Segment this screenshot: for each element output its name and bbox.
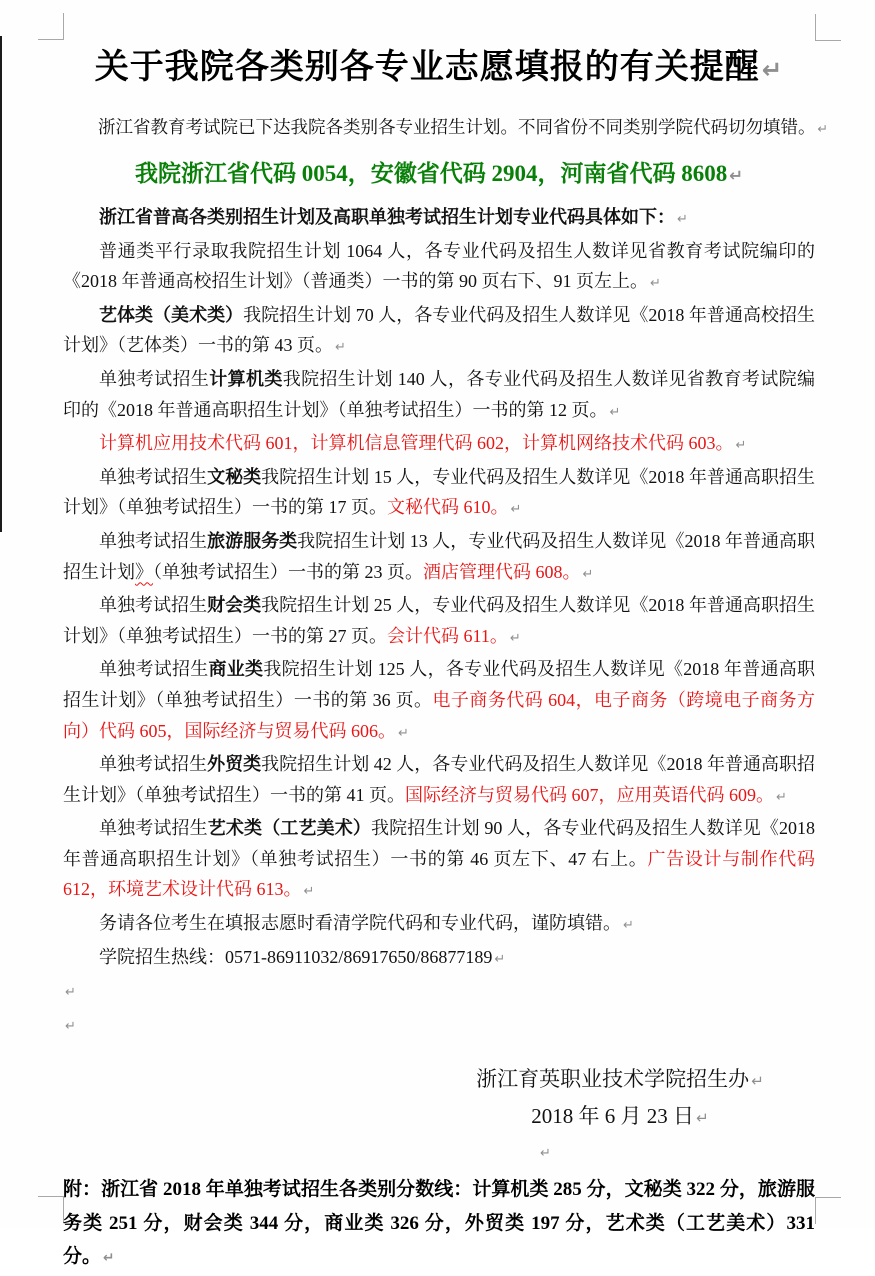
- paragraph-mark-icon: ↵: [729, 166, 744, 185]
- body-paragraphs: [63, 202, 815, 975]
- paragraph: [63, 908, 815, 942]
- signature-org: 浙江育英职业技术学院招生办: [476, 1067, 750, 1092]
- text-run: 我院招生计划 125 人，各专业代码及招生人数详见《2018 年普通高职招生计划》（单独考试招生）一书的第 36 页。: [63, 659, 816, 710]
- text-run: 商业类: [208, 659, 264, 680]
- paragraph-mark-icon: ↵: [582, 566, 594, 582]
- text-run: 单独考试招生: [99, 595, 208, 616]
- text-run: 单独考试招生: [99, 818, 208, 839]
- text-run: （单独考试招生）一书的第 23 页。: [153, 561, 423, 582]
- text-run: 文秘类: [207, 466, 262, 487]
- paragraph-mark-icon: ↵: [776, 789, 787, 805]
- text-run: 单独考试招生: [99, 659, 209, 680]
- text-run: 单独考试招生: [99, 466, 208, 487]
- text-run: 务请各位考生在填报志愿时看清学院代码和专业代码，谨防填错。: [99, 913, 621, 934]
- paragraph: [63, 364, 815, 428]
- signature-date: 2018 年 6 月 23 日: [531, 1104, 695, 1129]
- text-run: 》: [135, 561, 153, 582]
- paragraph: [63, 590, 815, 654]
- paragraph: [63, 300, 815, 364]
- paragraph-mark-icon: ↵: [540, 1146, 551, 1162]
- paragraph-mark-icon: ↵: [303, 884, 315, 900]
- paragraph: [63, 813, 815, 908]
- scan-artifact-line: [0, 36, 2, 532]
- text-run: 单独考试招生: [99, 530, 208, 551]
- appendix-text: 附：浙江省 2018 年单独考试招生各类别分数线：计算机类 285 分，文秘类 322 分，旅游服务类 251 分，财会类 344 分，商业类 326 分，外贸类 197 分，艺术类（工艺美术）331 分。: [63, 1179, 815, 1268]
- text-run: 学院招生热线：0571-86911032/86917650/86877189: [99, 946, 493, 967]
- paragraph: [63, 749, 815, 813]
- paragraph: [63, 526, 815, 590]
- text-run: 酒店管理代码 608。: [423, 561, 581, 582]
- text-run: 单独考试招生: [99, 754, 208, 775]
- empty-paragraph: [63, 975, 815, 1009]
- text-run: 艺术类（工艺美术）: [207, 818, 371, 839]
- paragraph: [63, 202, 815, 236]
- paragraph-mark-icon: ↵: [65, 985, 76, 1001]
- text-run: 我院招生计划 25 人，专业代码及招生人数详见《2018 年普通高职招生计划》（单独考试招生）一书的第 27 页。: [63, 595, 816, 646]
- paragraph-mark-icon: ↵: [696, 1109, 709, 1128]
- paragraph-mark-icon: ↵: [735, 438, 747, 454]
- text-run: 艺体类（美术类）: [99, 304, 244, 325]
- text-run: 广告设计与制作代码 612，环境艺术设计代码 613。: [63, 848, 815, 900]
- document-content: [63, 38, 829, 1276]
- paragraph-mark-icon: ↵: [751, 1072, 764, 1091]
- paragraph-mark-icon: ↵: [677, 212, 688, 227]
- paragraph-mark-icon: ↵: [398, 725, 409, 741]
- paragraph-mark-icon: ↵: [103, 1250, 115, 1267]
- paragraph-mark-icon: ↵: [650, 276, 661, 292]
- text-run: 会计代码 611。: [387, 625, 508, 646]
- text-run: 单独考试招生: [99, 368, 210, 389]
- text-run: 我院招生计划 70 人，各专业代码及招生人数详见《2018 年普通高校招生计划》（艺体类）一书的第 43 页。: [63, 304, 816, 356]
- text-boundary-mark-bottom-left: [38, 1196, 64, 1223]
- intro-paragraph: [63, 112, 829, 144]
- text-boundary-mark-top-left: [38, 13, 64, 40]
- text-run: 国际经济与贸易代码 607，应用英语代码 609。: [405, 784, 774, 805]
- empty-paragraph: [63, 1009, 815, 1043]
- text-run: 我院招生计划 140 人，各专业代码及招生人数详见省教育考试院编印的《2018 年普通高职招生计划》（单独考试招生）一书的第 12 页。: [63, 368, 816, 420]
- text-run: 计算机类: [209, 368, 283, 389]
- text-run: 我院招生计划 42 人，各专业代码及招生人数详见《2018 年普通高职招生计划》（单独考试招生）一书的第 41 页。: [63, 754, 816, 805]
- paragraph-mark-icon: ↵: [761, 55, 784, 84]
- paragraph-mark-icon: ↵: [494, 951, 506, 967]
- paragraph-mark-icon: ↵: [335, 340, 346, 356]
- college-codes-text: 我院浙江省代码 0054，安徽省代码 2904，河南省代码 8608: [134, 161, 728, 186]
- paragraph-mark-icon: ↵: [623, 918, 634, 934]
- text-run: 财会类: [207, 595, 262, 616]
- paragraph: [63, 462, 815, 526]
- text-run: 电子商务代码 604，电子商务（跨境电子商务方向）代码 605，国际经济与贸易代码 606。: [63, 689, 816, 741]
- signature-date-line: [475, 1099, 765, 1136]
- text-run: 我院招生计划 90 人，各专业代码及招生人数详见《2018 年普通高职招生计划》（单独考试招生）一书的第 46 页左下、47 右上。: [63, 818, 816, 869]
- text-run: 浙江省普高各类别招生计划及高职单独考试招生计划专业代码具体如下：: [99, 207, 675, 227]
- paragraph-mark-icon: ↵: [509, 630, 521, 646]
- intro-text: 浙江省教育考试院已下达我院各类别各专业招生计划。不同省份不同类别学院代码切勿填错。: [98, 117, 816, 137]
- paragraph: [63, 654, 815, 749]
- paragraph: [63, 942, 815, 976]
- signature-block: [475, 1062, 765, 1136]
- text-run: 我院招生计划 13 人，专业代码及招生人数详见《2018 年普通高职招生计划: [63, 530, 816, 582]
- text-boundary-mark-top-right: [815, 14, 841, 41]
- paragraph: [63, 236, 815, 300]
- page-title: [63, 42, 815, 96]
- text-run: 计算机应用技术代码 601，计算机信息管理代码 602，计算机网络技术代码 603。: [99, 433, 734, 454]
- signature-org-line: [475, 1062, 765, 1099]
- text-run: 我院招生计划 15 人，专业代码及招生人数详见《2018 年普通高职招生计划》（单独考试招生）一书的第 17 页。: [63, 466, 816, 518]
- text-run: 文秘代码 610。: [387, 497, 509, 518]
- paragraph: [63, 428, 815, 462]
- paragraph-mark-icon: ↵: [65, 1018, 76, 1034]
- empty-paragraph: [63, 1136, 815, 1169]
- text-boundary-mark-bottom-right: [815, 1197, 841, 1224]
- page-title-text: 关于我院各类别各专业志愿填报的有关提醒: [94, 49, 760, 86]
- text-run: 外贸类: [207, 754, 262, 775]
- college-codes-notice: [63, 156, 815, 194]
- paragraph-mark-icon: ↵: [817, 121, 829, 136]
- appendix-paragraph: [63, 1173, 815, 1276]
- paragraph-mark-icon: ↵: [609, 404, 621, 420]
- paragraph-mark-icon: ↵: [510, 502, 522, 518]
- text-run: 旅游服务类: [207, 530, 298, 551]
- text-run: 普通类平行录取我院招生计划 1064 人，各专业代码及招生人数详见省教育考试院编印的《2018 年普通高校招生计划》（普通类）一书的第 90 页右下、91 页左上。: [63, 240, 815, 292]
